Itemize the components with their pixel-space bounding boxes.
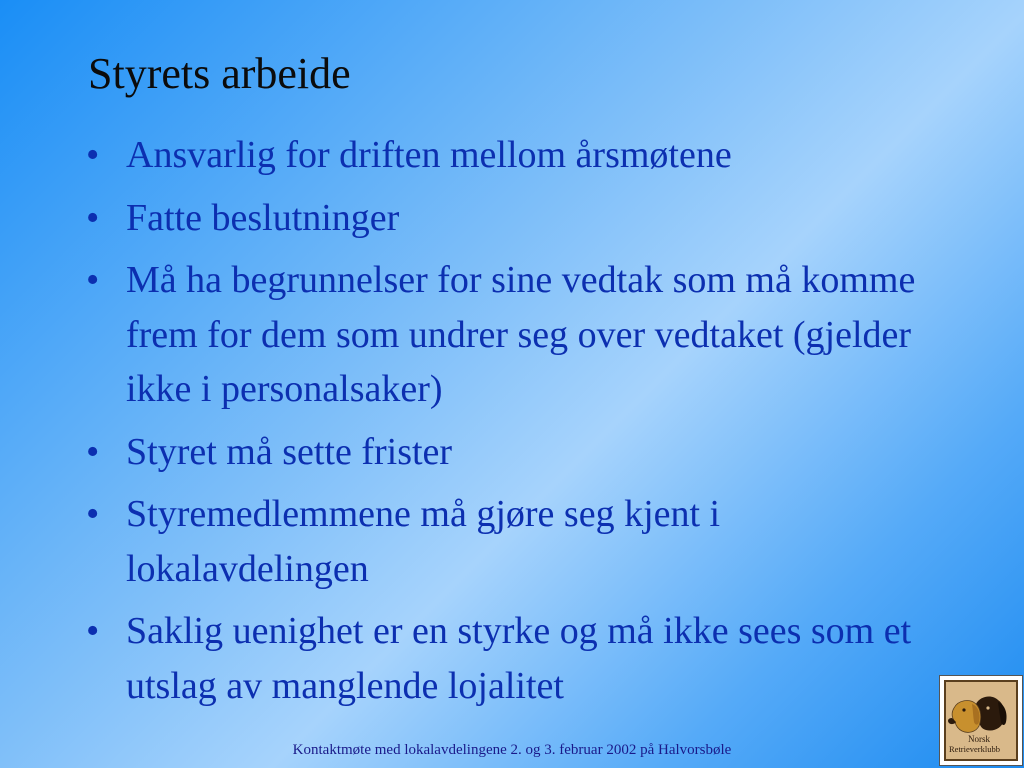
bullet-symbol: •: [86, 196, 100, 239]
bullet-item: [86, 604, 966, 713]
club-logo: [939, 675, 1023, 766]
bullet-item: [86, 128, 966, 183]
bullet-symbol: •: [86, 610, 100, 652]
bullet-item: [86, 425, 966, 480]
bullet-symbol: •: [86, 493, 100, 535]
bullet-item: [86, 191, 966, 246]
bullet-symbol: •: [86, 134, 100, 176]
bullet-text: Fatte beslutninger: [126, 196, 400, 239]
retriever-dogs-icon: [946, 682, 1016, 759]
logo-text-line1: Norsk: [968, 734, 990, 744]
bullet-text: Saklig uenighet er en styrke og må ikke sees som et utslag av manglende lojalitet: [126, 610, 912, 707]
slide-title: Styrets arbeide: [88, 49, 351, 98]
retriever-dogs-logo-icon: [944, 680, 1018, 761]
bullet-text: Ansvarlig for driften mellom årsmøtene: [126, 134, 732, 176]
bullet-text: Styret må sette frister: [126, 430, 453, 473]
bullet-symbol: •: [86, 259, 100, 301]
bullet-list: [86, 128, 966, 721]
bullet-text: Styremedlemmene må gjøre seg kjent i lokalavdelingen: [126, 493, 721, 590]
bullet-item: [86, 253, 966, 417]
bullet-item: [86, 487, 966, 596]
bullet-text: Må ha begrunnelser for sine vedtak som må komme frem for dem som undrer seg over vedtaket (gjelder ikke i personalsaker): [126, 259, 916, 410]
slide-footer: Kontaktmøte med lokalavdelingene 2. og 3. februar 2002 på Halvorsbøle: [292, 742, 732, 758]
bullet-symbol: •: [86, 430, 100, 473]
logo-text-line2: Retrieverklubb: [949, 744, 1000, 754]
